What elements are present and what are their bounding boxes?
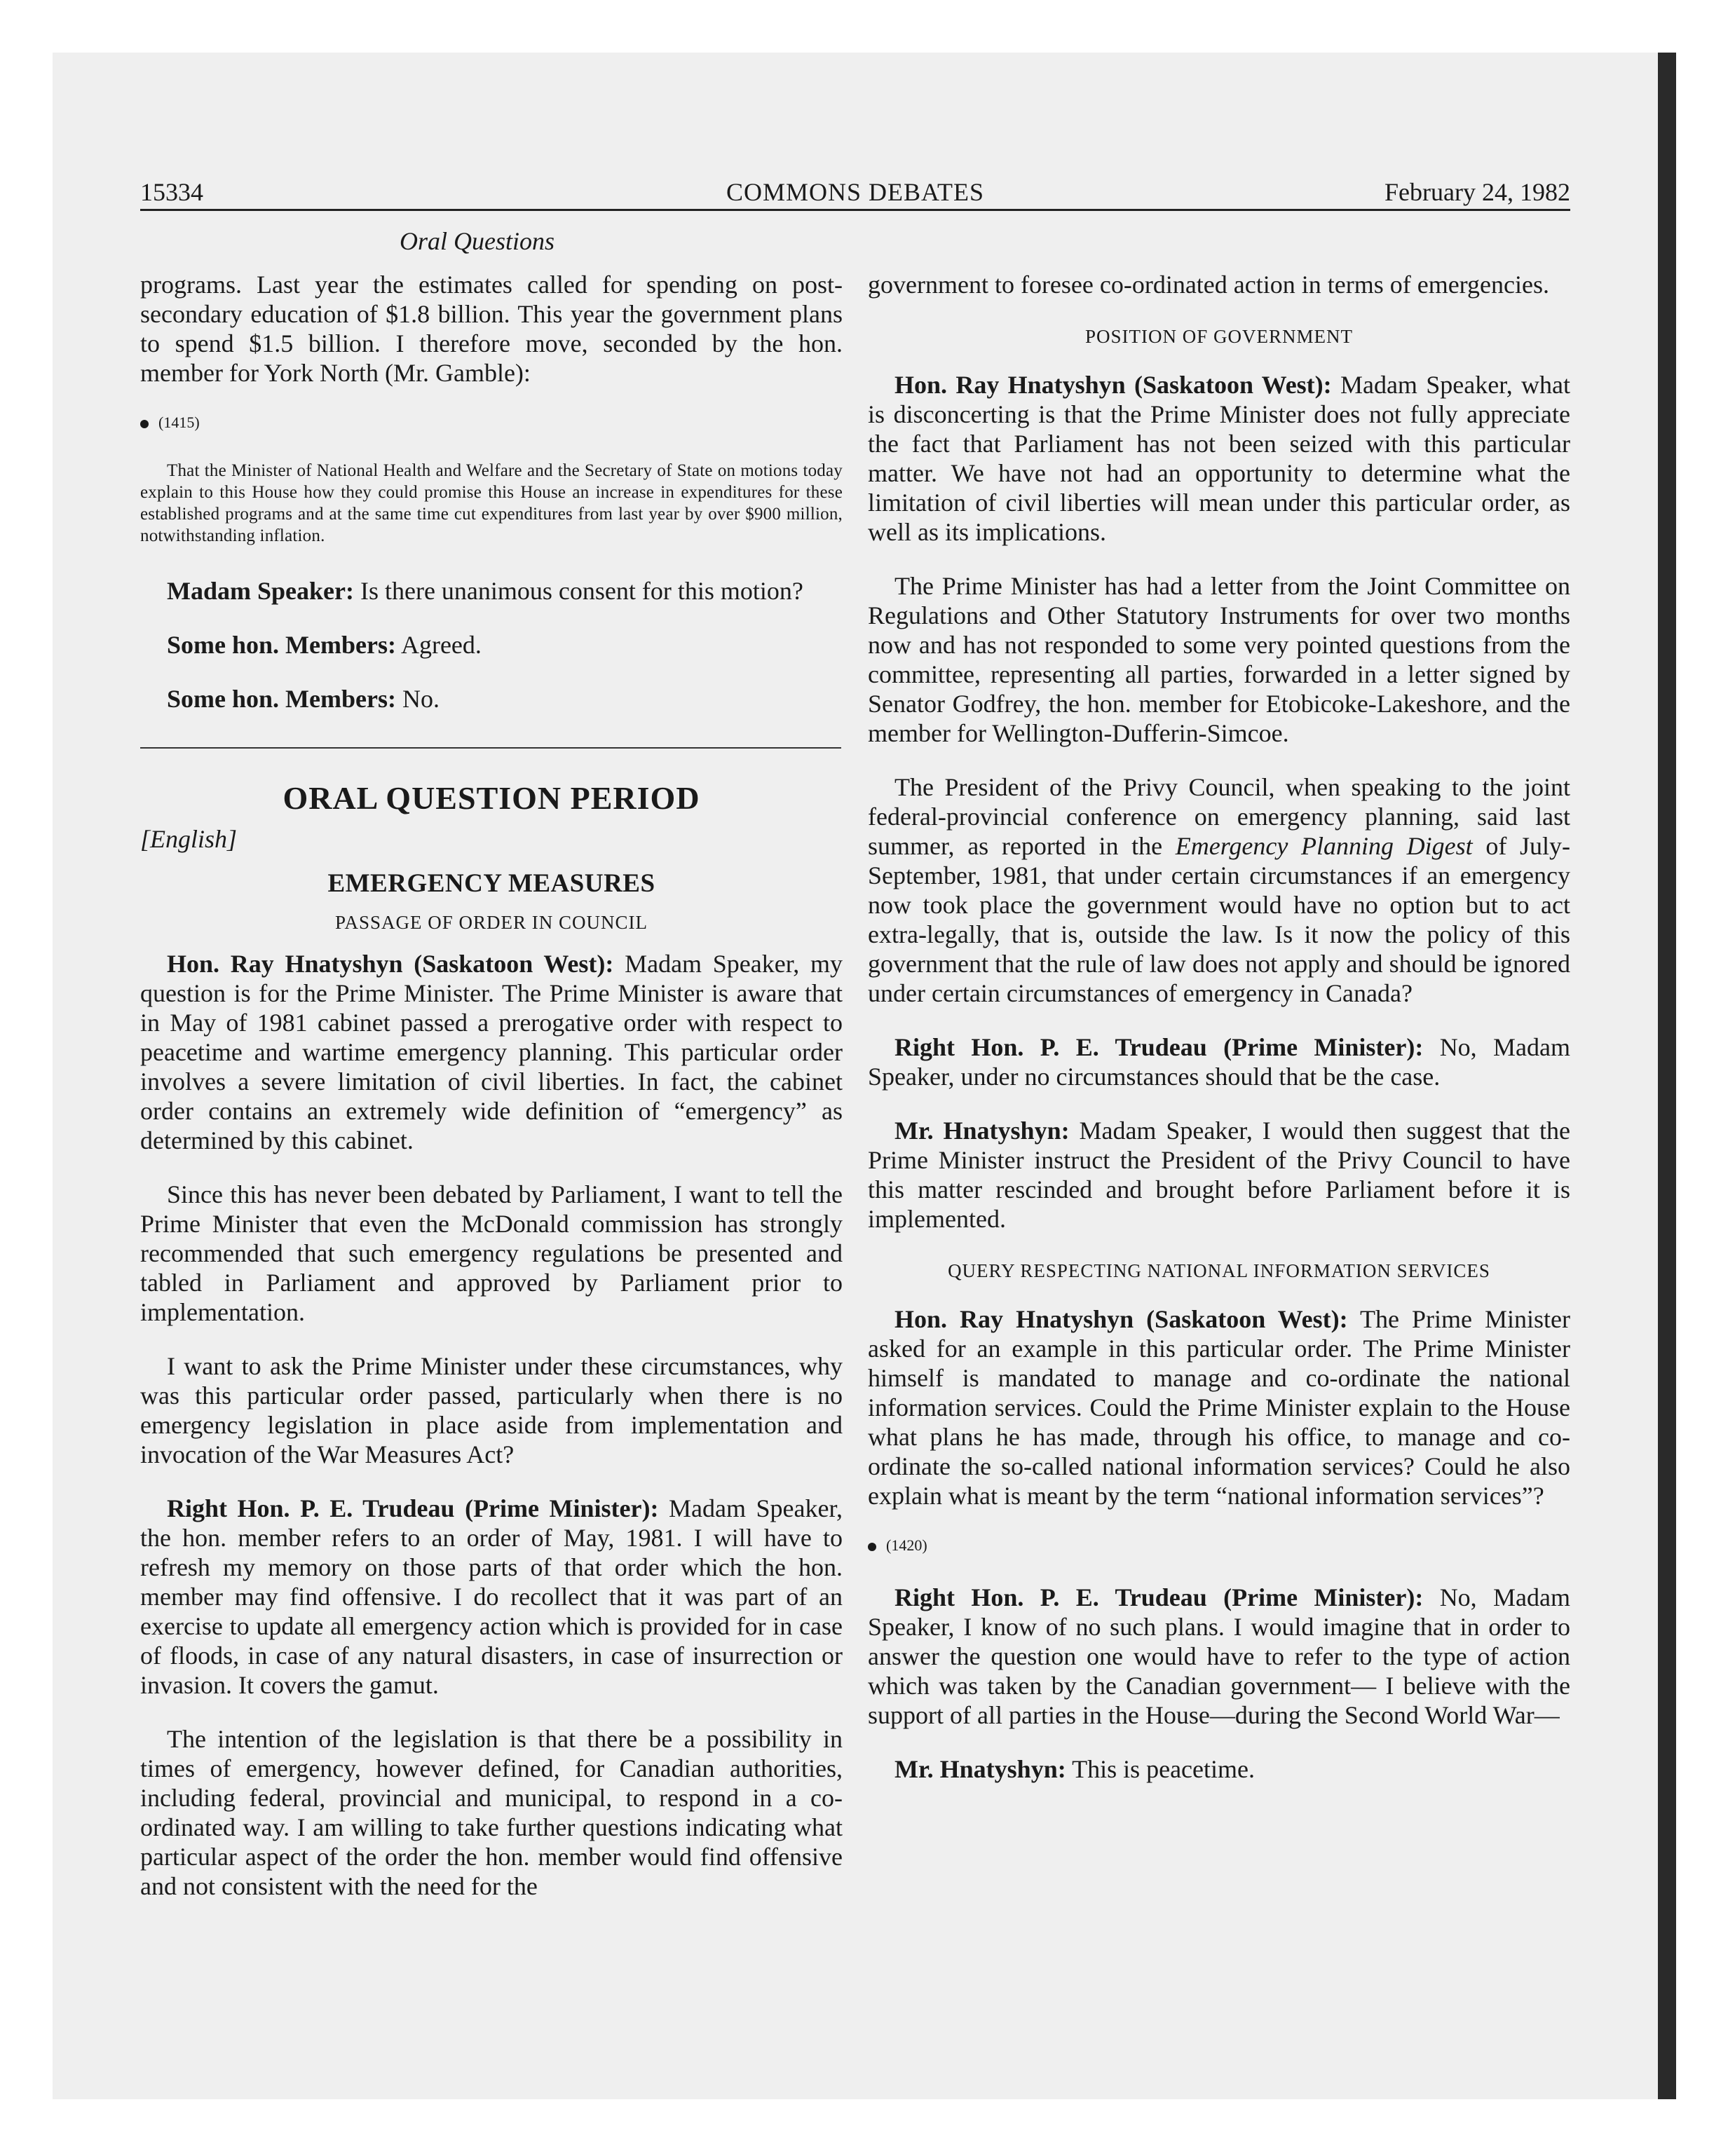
speech (140, 949, 843, 1155)
section-divider (140, 747, 841, 749)
speech (868, 1583, 1570, 1730)
speaker: Madam Speaker: (167, 577, 354, 605)
speech (868, 1116, 1570, 1234)
speech-text: The Prime Minister asked for an example in this particular order. The Prime Minister himself is mandated to manage and co-ordinate the national information services. Could the Prime Minister explain to the House what plans he has made, through his office, to manage and co-ordinate the so-called national information services? Could he also explain what is meant by the term “national information services”? (868, 1305, 1571, 1510)
speech-text: No. (402, 685, 440, 713)
issue-date: February 24, 1982 (1384, 178, 1570, 206)
speaker: Some hon. Members: (167, 685, 396, 713)
publication-name: Emergency Planning Digest (1175, 832, 1473, 860)
speech (140, 684, 843, 714)
speech-text: Madam Speaker, my question is for the Prime Minister. The Prime Minister is aware that in May of 1981 cabinet passed a prerogative order with respect to peacetime and wartime emergency planning. This particular order involves a severe limitation of civil liberties. In fact, the cabinet order contains an extremely wide definition of “emergency” as determined by this cabinet. (140, 950, 843, 1154)
time-marker (868, 1535, 1570, 1556)
motion-text: That the Minister of National Health and Welfare and the Secretary of State on motions today explain to this House how they could promise this House an increase in expenditures for these established programs and at the same time cut expenditures from last year by over $900 million, notwithstanding inflation. (140, 461, 843, 545)
speech-text: Agreed. (400, 631, 482, 659)
speech (140, 1494, 843, 1700)
speaker: Hon. Ray Hnatyshyn (Saskatoon West): (167, 950, 614, 978)
right-column (868, 270, 1570, 1808)
paragraph: The Prime Minister has had a letter from the Joint Committee on Regulations and Other Statutory Instruments for over two months now and has not responded to some very pointed questions from the committee, representing all parties, forwarded in a letter signed by Senator Godfrey, the hon. member for Etobicoke-Lakeshore, and the member for Wellington-Dufferin-Simcoe. (868, 572, 1570, 747)
header-rule (140, 209, 1570, 211)
speech (868, 1754, 1570, 1784)
publication-title: COMMONS DEBATES (726, 178, 985, 206)
speaker: Mr. Hnatyshyn: (894, 1755, 1066, 1783)
paragraph: programs. Last year the estimates called for spending on post-secondary education of $1.8 billion. This year the government plans to spend $1.5 billion. I therefore move, seconded by the hon. member for York North (Mr. Gamble): (140, 271, 843, 387)
speech-text: This is peacetime. (1072, 1755, 1255, 1783)
topic-heading: EMERGENCY MEASURES (327, 869, 655, 898)
speech (140, 630, 843, 660)
time-marker (140, 412, 843, 433)
speaker: Hon. Ray Hnatyshyn (Saskatoon West): (894, 1305, 1348, 1333)
subtopic-heading: QUERY RESPECTING NATIONAL INFORMATION SERVICES (948, 1260, 1490, 1281)
section-title: ORAL QUESTION PERIOD (283, 780, 700, 816)
paragraph: government to foresee co-ordinated action in terms of emergencies. (868, 271, 1549, 299)
speaker: Right Hon. P. E. Trudeau (Prime Minister): (894, 1583, 1424, 1611)
paragraph: Since this has never been debated by Parliament, I want to tell the Prime Minister that even the McDonald commission has strongly recommended that such emergency regulations be presented and tabled in Parliament and approved by Parliament prior to implementation. (140, 1180, 843, 1326)
speaker: Hon. Ray Hnatyshyn (Saskatoon West): (894, 371, 1332, 399)
speaker: Right Hon. P. E. Trudeau (Prime Minister): (167, 1494, 659, 1522)
paragraph (868, 772, 1570, 1008)
scan-edge-shadow (1658, 53, 1676, 2099)
speaker: Mr. Hnatyshyn: (894, 1117, 1070, 1145)
speaker: Right Hon. P. E. Trudeau (Prime Minister): (894, 1033, 1424, 1061)
speaker: Some hon. Members: (167, 631, 396, 659)
page-number: 15334 (140, 178, 203, 206)
subtopic-heading: POSITION OF GOVERNMENT (1084, 326, 1353, 347)
page-header (140, 174, 1570, 210)
speech-text: No, Madam Speaker, under no circumstances should that be the case. (868, 1033, 1570, 1091)
paragraph-part: The President of the Privy Council, when speaking to the joint federal-provincial conference on emergency planning, said last summer, as reported in the (868, 773, 1570, 860)
speech-text: Madam Speaker, the hon. member refers to an order of May, 1981. I will have to refresh my memory on those parts of that order which the hon. member may find offensive. I do recollect that it was part of an exercise to update all emergency action which is provided for in case of floods, in case of any natural disasters, in case of insurrection or invasion. It covers the gamut. (140, 1494, 843, 1699)
speech-text: No, Madam Speaker, I know of no such plans. I would imagine that in order to answer the question one would have to refer to the type of action which was taken by the Canadian government— I believe with the support of all parties in the House—during the Second World War— (868, 1583, 1570, 1729)
subtopic-heading: PASSAGE OF ORDER IN COUNCIL (334, 912, 648, 933)
speech-text: Madam Speaker, what is disconcerting is that the Prime Minister does not fully appreciate the fact that Parliament has not been seized with this particular matter. We have not had an opportunity to determine what the limitation of civil liberties will mean under this particular order, as well as its implications. (868, 371, 1571, 546)
speech-text: Madam Speaker, I would then suggest that the Prime Minister instruct the President of the Privy Council to have this matter rescinded and brought before Parliament before it is implemented. (868, 1117, 1570, 1233)
speech (868, 1032, 1570, 1091)
paragraph: The intention of the legislation is that there be a possibility in times of emergency, however defined, for Canadian authorities, including federal, provincial and municipal, to respond in a co-ordinated way. I am willing to take further questions indicating what particular aspect of the order the hon. member would find offensive and not consistent with the need for the (140, 1725, 843, 1900)
bullet-icon (140, 420, 149, 428)
speech (868, 1304, 1570, 1510)
left-column (140, 270, 843, 1925)
speech (868, 370, 1570, 547)
running-head: Oral Questions (400, 227, 555, 255)
time-stamp: (1420) (886, 1536, 927, 1554)
paragraph: I want to ask the Prime Minister under these circumstances, why was this particular order passed, particularly when there is no emergency legislation in place aside from implementation and invocation of the War Measures Act? (140, 1352, 843, 1468)
language-tag: [English] (140, 825, 238, 853)
time-stamp: (1415) (158, 414, 200, 431)
speech-text: Is there unanimous consent for this motion? (360, 577, 803, 605)
paragraph-part: of July-September, 1981, that under certain circumstances if an emergency now took place the government would have no option but to act extra-legally, that is, outside the law. Is it now the policy of this government that the rule of law does not apply and should be ignored under certain circumstances of emergency in Canada? (868, 832, 1570, 1007)
speech (140, 576, 843, 606)
bullet-icon (868, 1543, 876, 1551)
